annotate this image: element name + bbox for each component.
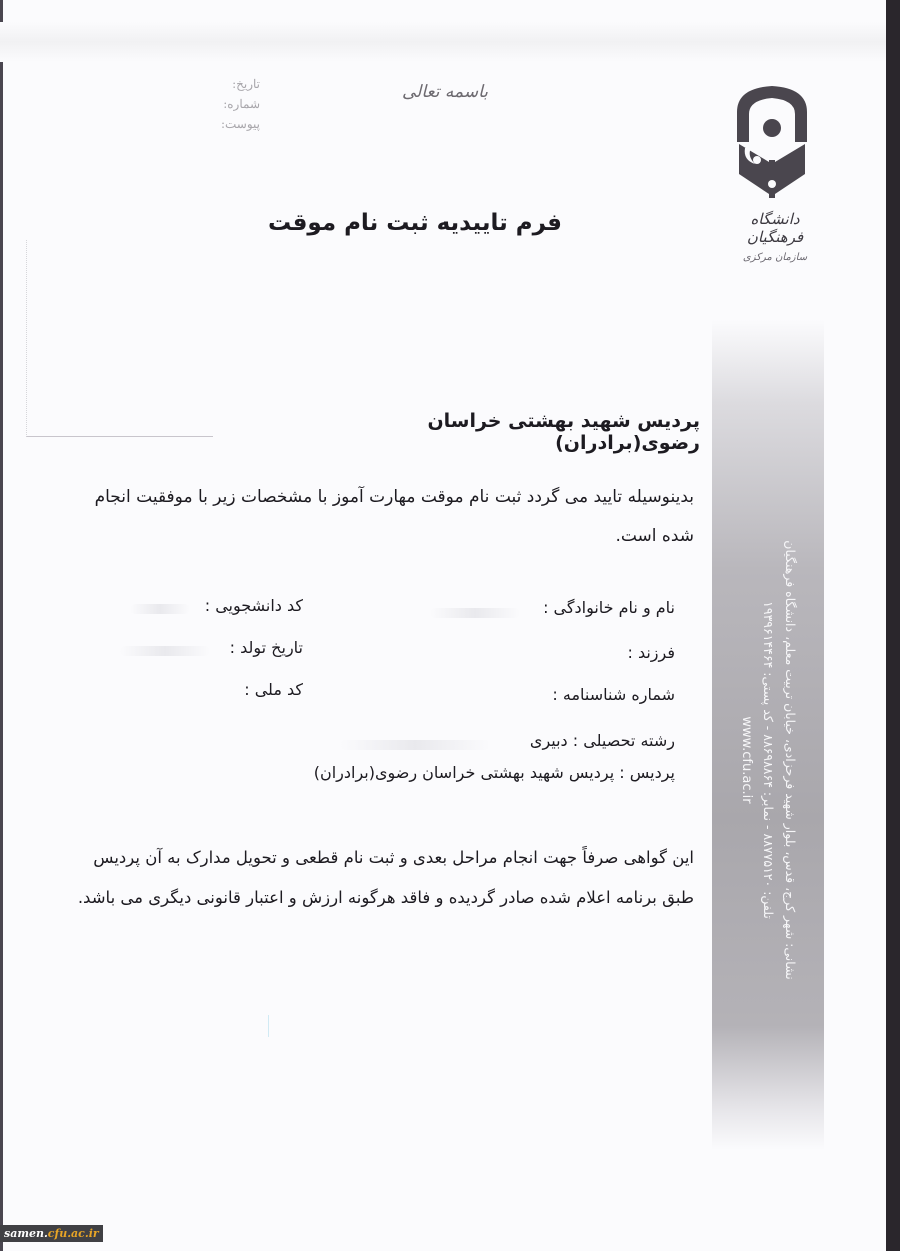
disclaimer-paragraph: این گواهی صرفاً جهت انجام مراحل بعدی و ثبت نام قطعی و تحویل مدارک به آن پردیس طبق برنامه اعلام شده صادر گردیده و فاقد هرگونه ارزش و اعتبار قانونی دیگری می باشد. <box>77 848 694 907</box>
address-text: نشانی: شهر کرج، قدس، بلوار شهید فرحزادی، خیابان تربیت معلم، دانشگاه فرهنگیان <box>783 540 798 980</box>
contact-text: تلفن: ۸۸۷۷۵۱۲۰ - نمابر: ۸۸۶۹۸۸۶۴ - کد پستی: ۱۹۳۹۶۱۴۴۶۴ <box>761 601 776 919</box>
form-title: فرم تاییدیه ثبت نام موقت <box>268 210 562 236</box>
logo-caption <box>720 210 830 263</box>
birth-cert-no-label: شماره شناسنامه : <box>552 685 675 704</box>
full-name-label: نام و نام خانوادگی : <box>543 598 675 617</box>
intro-paragraph: بدینوسیله تایید می گردد ثبت نام موقت مهارت آموز با مشخصات زیر با موفقیت انجام شده است. <box>94 487 694 546</box>
child-of-label: فرزند : <box>627 643 675 662</box>
website-url: www.cfu.ac.ir <box>739 716 754 804</box>
watermark-part1: samen. <box>4 1227 48 1240</box>
field-full-name <box>543 598 675 617</box>
university-logo-icon <box>725 82 820 202</box>
pen-mark <box>268 1015 283 1037</box>
attachment-label: پیوست: <box>220 117 260 131</box>
field-birth-cert-no <box>552 685 675 704</box>
scan-haze <box>0 22 886 62</box>
letterhead-strip-text <box>712 460 824 1060</box>
redacted-value <box>130 604 190 614</box>
student-code-label: کد دانشجویی : <box>204 596 303 615</box>
campus-heading: پردیس شهید بهشتی خراسان رضوی(برادران) <box>427 410 700 454</box>
campus-label: پردیس : <box>619 763 675 782</box>
major-value: دبیری <box>529 731 568 750</box>
major-label: رشته تحصیلی : <box>572 731 675 750</box>
site-watermark <box>0 1225 103 1242</box>
scan-right-edge <box>886 0 900 1251</box>
birth-date-label: تاریخ تولد : <box>229 638 303 657</box>
scan-left-edge <box>0 0 3 1251</box>
redacted-value <box>120 646 210 656</box>
field-national-code <box>244 680 303 699</box>
national-code-label: کد ملی : <box>244 680 303 699</box>
university-name: دانشگاه فرهنگیان <box>746 210 804 246</box>
paper-fold-mark <box>26 240 213 437</box>
field-major <box>530 731 675 750</box>
field-birth-date <box>230 638 303 657</box>
letter-meta-labels <box>200 74 260 134</box>
date-label: تاریخ: <box>232 77 260 91</box>
field-student-code <box>205 596 303 615</box>
field-child-of <box>627 643 675 662</box>
redacted-value <box>430 608 520 618</box>
number-label: شماره: <box>223 97 260 111</box>
university-subtitle: سازمان مرکزی <box>742 252 808 263</box>
redacted-value <box>340 740 490 750</box>
watermark-part2: cfu.ac.ir <box>47 1227 99 1240</box>
field-campus <box>314 763 675 782</box>
campus-value: پردیس شهید بهشتی خراسان رضوی(برادران) <box>313 763 615 782</box>
basmala: باسمه تعالی <box>402 82 488 102</box>
